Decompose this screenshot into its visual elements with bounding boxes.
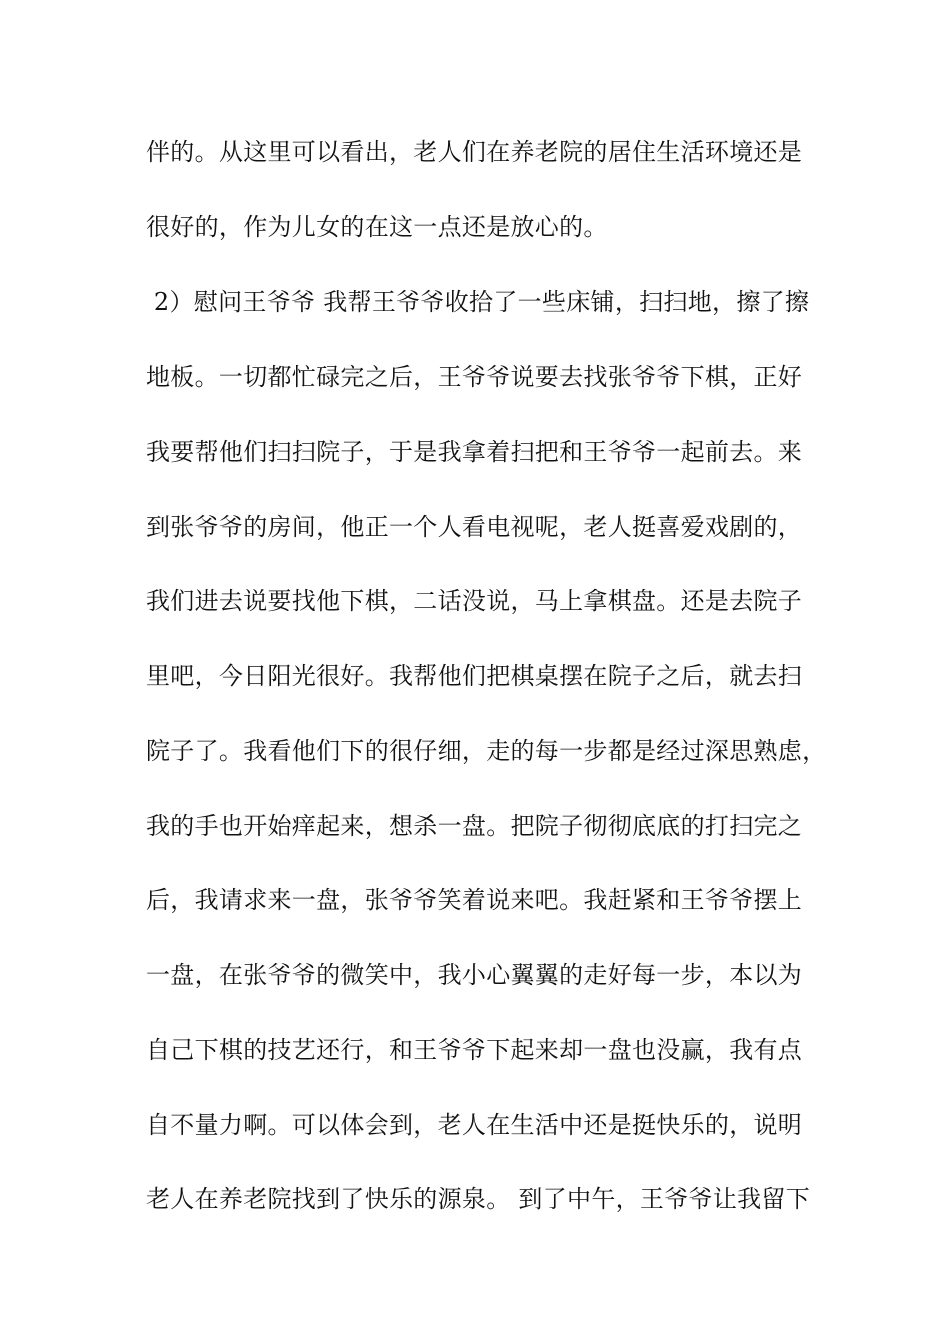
text-line: 我要帮他们扫扫院子，于是我拿着扫把和王爷爷一起前去。来 <box>146 438 803 466</box>
text-line: 到张爷爷的房间，他正一个人看电视呢，老人挺喜爱戏剧的， <box>146 513 803 541</box>
text-line: 伴的。从这里可以看出，老人们在养老院的居住生活环境还是 <box>146 138 803 166</box>
text-line: 我们进去说要找他下棋，二话没说，马上拿棋盘。还是去院子 <box>146 587 803 615</box>
text-line: 老人在养老院找到了快乐的源泉。 到了中午，王爷爷让我留下 <box>146 1185 811 1213</box>
text-line: 后，我请求来一盘，张爷爷笑着说来吧。我赶紧和王爷爷摆上 <box>146 886 803 914</box>
text-line: 地板。一切都忙碌完之后，王爷爷说要去找张爷爷下棋，正好 <box>146 363 803 391</box>
text-line: 2）慰问王爷爷 我帮王爷爷收拾了一些床铺，扫扫地，擦了擦 <box>146 288 810 316</box>
text-line: 自己下棋的技艺还行，和王爷爷下起来却一盘也没赢，我有点 <box>146 1036 803 1064</box>
text-line: 我的手也开始痒起来，想杀一盘。把院子彻彻底底的打扫完之 <box>146 812 803 840</box>
text-line: 一盘，在张爷爷的微笑中，我小心翼翼的走好每一步，本以为 <box>146 961 803 989</box>
text-line: 自不量力啊。可以体会到，老人在生活中还是挺快乐的，说明 <box>146 1111 803 1139</box>
text-line: 里吧，今日阳光很好。我帮他们把棋桌摆在院子之后，就去扫 <box>146 662 803 690</box>
text-line: 院子了。我看他们下的很仔细，走的每一步都是经过深思熟虑， <box>146 737 827 765</box>
text-line: 很好的，作为儿女的在这一点还是放心的。 <box>146 213 608 241</box>
